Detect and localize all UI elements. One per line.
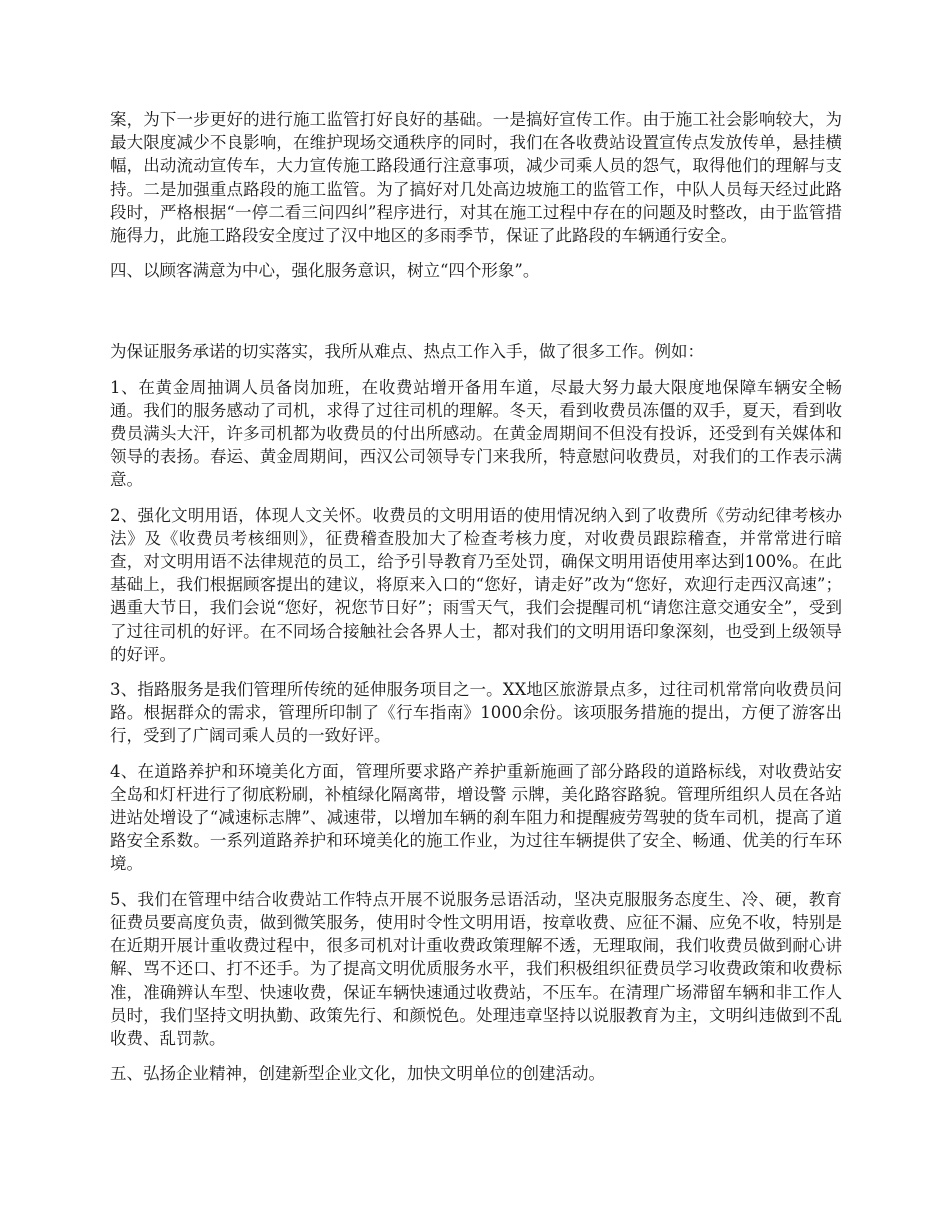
paragraph-item-2: 2、强化文明用语，体现人文关怀。收费员的文明用语的使用情况纳入到了收费所《劳动纪律考核办法》及《收费员考核细则》，征费稽查股加大了检查考核力度，对收费员跟踪稽查，并常常进行暗查，对文明用语不法律规范的员工，给予引导教育乃至处罚，确保文明用语使用率达到100%。在此基础上，我们根据顾客提出的建议，将原来入口的“您好，请走好”改为“您好，欢迎行走西汉高速”；遇重大节日，我们会说“您好，祝您节日好”；雨雪天气，我们会提醒司机“请您注意交通安全”，受到了过往司机的好评。在不同场合接触社会各界人士，都对我们的文明用语印象深刻，也受到上级领导的好评。 [110,505,842,664]
document-body [110,108,842,1097]
paragraph-item-4: 4、在道路养护和环境美化方面，管理所要求路产养护重新施画了部分路段的道路标线，对收费站安全岛和灯杆进行了彻底粉刷，补植绿化隔离带，增设警 示牌，美化路容路貌。管理所组织人员在各站进站处增设了“减速标志牌”、减速带，以增加车辆的刹车阻力和提醒疲劳驾驶的货车司机，提高了道路安全系数。一系列道路养护和环境美化的施工作业，为过往车辆提供了安全、畅通、优美的行车环境。 [110,761,842,874]
section-heading-five: 五、弘扬企业精神，创建新型企业文化，加快文明单位的创建活动。 [110,1064,605,1084]
paragraph-item-5: 5、我们在管理中结合收费站工作特点开展不说服务忌语活动，坚决克服服务态度生、冷、硬，教育征费员要高度负责，做到微笑服务，使用时令性文明用语，按章收费、应征不漏、应免不收，特别是在近期开展计重收费过程中，很多司机对计重收费政策理解不透，无理取闹，我们收费员做到耐心讲解、骂不还口、打不还手。为了提高文明优质服务水平，我们积极组织征费员学习收费政策和收费标准，准确辨认车型、快速收费，保证车辆快速通过收费站，不压车。在清理广场滞留车辆和非工作人员时，我们坚持文明执勤、政策先行、和颜悦色。处理违章坚持以说服教育为主，文明纠违做到不乱收费、乱罚款。 [110,889,842,1048]
paragraph-service-intro: 为保证服务承诺的切实落实，我所从难点、热点工作入手，做了很多工作。例如： [110,342,704,362]
paragraph-item-1: 1、在黄金周抽调人员备岗加班，在收费站增开备用车道，尽最大努力最大限度地保障车辆安全畅通。我们的服务感动了司机，求得了过往司机的理解。冬天，看到收费员冻僵的双手，夏天，看到收费员满头大汗，许多司机都为收费员的付出所感动。在黄金周期间不但没有投诉，还受到有关媒体和领导的表扬。春运、黄金周期间，西汉公司领导专门来我所，特意慰问收费员，对我们的工作表示满意。 [110,377,842,490]
paragraph-item-3: 3、指路服务是我们管理所传统的延伸服务项目之一。XX地区旅游景点多，过往司机常常向收费员问路。根据群众的需求，管理所印制了《行车指南》1000余份。该项服务措施的提出，方便了游客出行，受到了广阔司乘人员的一致好评。 [110,680,842,746]
paragraph-construction-supervision: 案，为下一步更好的进行施工监管打好良好的基础。一是搞好宣传工作。由于施工社会影响较大，为最大限度减少不良影响，在维护现场交通秩序的同时，我们在各收费站设置宣传点发放传单，悬挂横幅，出动流动宣传车，大力宣传施工路段通行注意事项，减少司乘人员的怨气，取得他们的理解与支持。二是加强重点路段的施工监管。为了搞好对几处高边坡施工的监管工作，中队人员每天经过此路段时，严格根据“一停二看三问四纠”程序进行，对其在施工过程中存在的问题及时整改，由于监管措施得力，此施工路段安全度过了汉中地区的多雨季节，保证了此路段的车辆通行安全。 [110,110,842,246]
section-heading-four: 四、以顾客满意为中心，强化服务意识，树立“四个形象”。 [110,261,540,281]
